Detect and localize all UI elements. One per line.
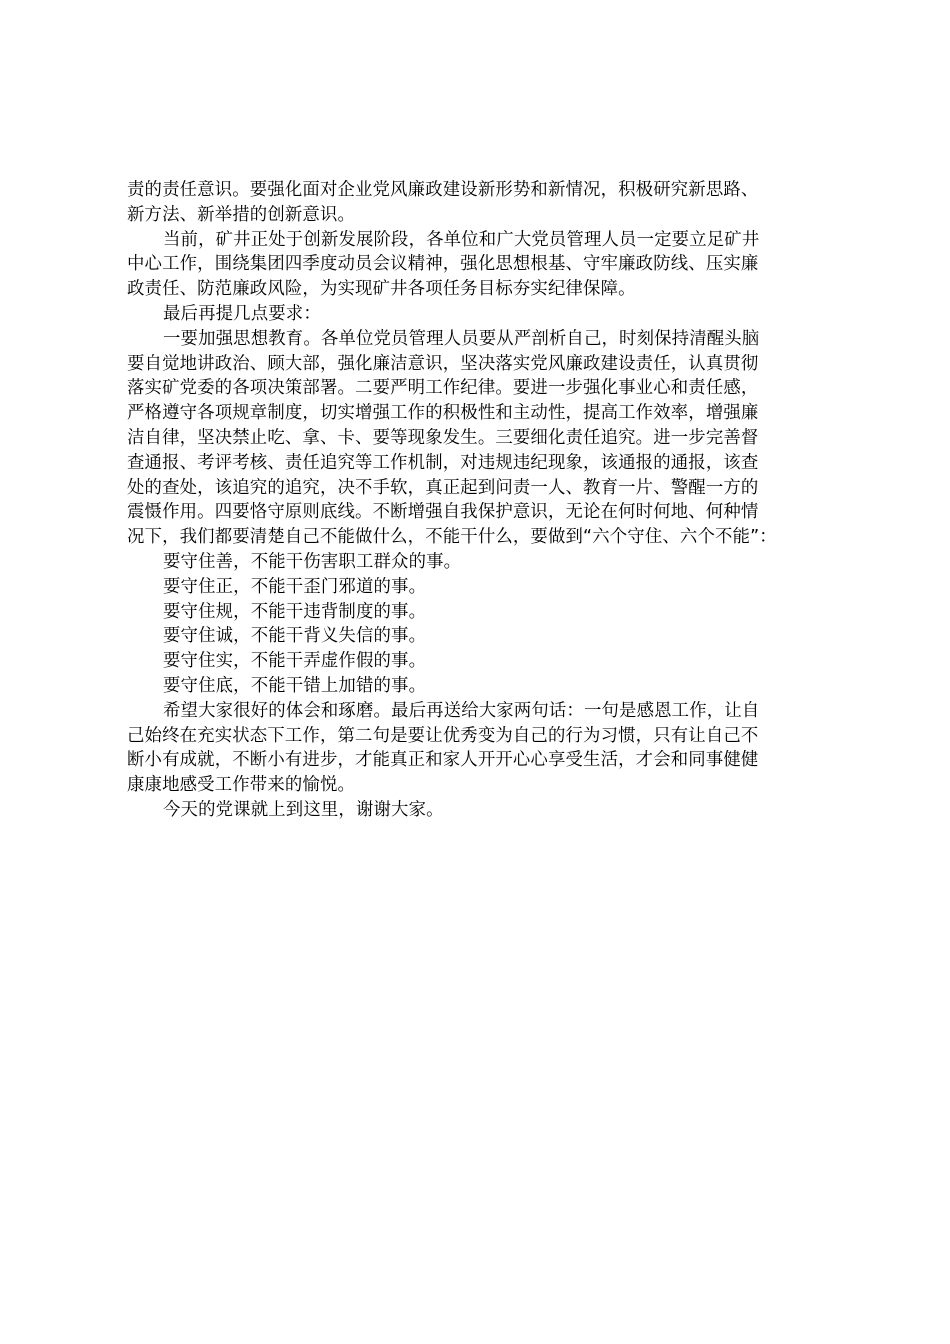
text-line: 严格遵守各项规章制度，切实增强工作的积极性和主动性，提高工作效率，增强廉: [127, 403, 759, 424]
text-line: 况下，我们都要清楚自己不能做什么，不能干什么，要做到“六个守住、六个不能”：: [127, 527, 777, 548]
text-line: 要自觉地讲政治、顾大部，强化廉洁意识，坚决落实党风廉政建设责任，认真贯彻: [127, 353, 759, 374]
text-line: 要守住正，不能干歪门邪道的事。: [163, 576, 427, 597]
text-line: 一要加强思想教育。各单位党员管理人员要从严剖析自己，时刻保持清醒头脑: [163, 328, 760, 349]
text-line: 落实矿党委的各项决策部署。二要严明工作纪律。要进一步强化事业心和责任感，: [127, 378, 759, 399]
text-line: 要守住诚，不能干背义失信的事。: [163, 626, 427, 647]
text-line: 康康地感受工作带来的愉悦。: [127, 775, 356, 796]
text-line: 震慑作用。四要恪守原则底线。不断增强自我保护意识，无论在何时何地、何种情: [127, 502, 759, 523]
text-line: 查通报、考评考核、责任追究等工作机制，对违规违纪现象，该通报的通报，该查: [127, 452, 759, 473]
text-line: 今天的党课就上到这里，谢谢大家。: [163, 799, 444, 820]
text-line: 处的查处，该追究的追究，决不手软，真正起到问责一人、教育一片、警醒一方的: [127, 477, 759, 498]
text-line: 要守住规，不能干违背制度的事。: [163, 601, 427, 622]
text-line: 要守住底，不能干错上加错的事。: [163, 675, 427, 696]
text-line: 责的责任意识。要强化面对企业党风廉政建设新形势和新情况，积极研究新思路、: [127, 180, 759, 200]
document-body: [127, 178, 833, 823]
text-line: 洁自律，坚决禁止吃、拿、卡、要等现象发生。三要细化责任追究。进一步完善督: [127, 427, 759, 448]
text-line: 政责任、防范廉政风险，为实现矿井各项任务目标夯实纪律保障。: [127, 279, 636, 300]
text-line: 希望大家很好的体会和琢磨。最后再送给大家两句话：一句是感恩工作，让自: [163, 700, 760, 721]
text-line: 当前，矿井正处于创新发展阶段，各单位和广大党员管理人员一定要立足矿井: [163, 229, 760, 250]
text-line: 中心工作，围绕集团四季度动员会议精神，强化思想根基、守牢廉政防线、压实廉: [127, 254, 759, 275]
text-line: 断小有成就，不断小有进步，才能真正和家人开开心心享受生活，才会和同事健健: [127, 750, 759, 771]
text-line: 己始终在充实状态下工作，第二句是要让优秀变为自己的行为习惯，只有让自己不: [127, 725, 759, 746]
text-line: 最后再提几点要求：: [163, 303, 321, 324]
text-line: 新方法、新举措的创新意识。: [127, 204, 356, 225]
text-line: 要守住实，不能干弄虚作假的事。: [163, 651, 427, 672]
text-line: 要守住善，不能干伤害职工群众的事。: [163, 551, 462, 572]
